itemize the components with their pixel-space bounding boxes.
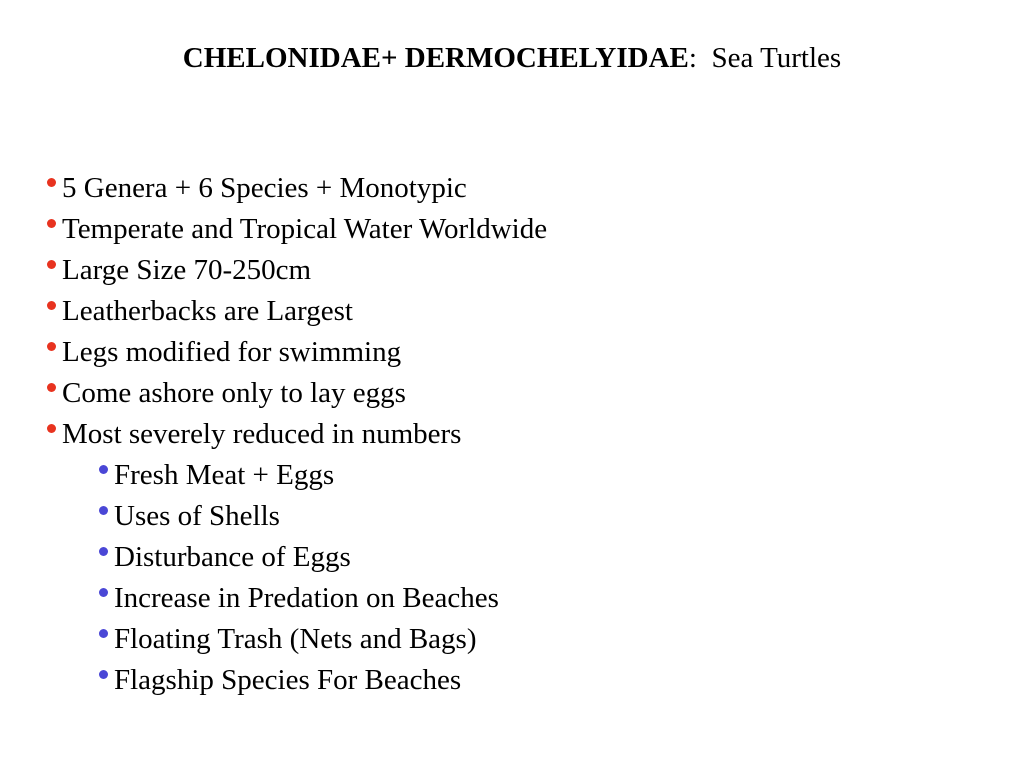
- blue-bullet-icon: [99, 670, 108, 679]
- bullet-item: [44, 414, 547, 455]
- bullet-text: Flagship Species For Beaches: [114, 664, 462, 696]
- bullet-item: [44, 291, 547, 332]
- sub-bullet-item: [44, 660, 547, 701]
- bullet-text: Leatherbacks are Largest: [62, 295, 353, 327]
- red-bullet-icon: [47, 342, 56, 351]
- blue-bullet-icon: [99, 506, 108, 515]
- title-common-name: Sea Turtles: [711, 42, 842, 74]
- bullet-text: Most severely reduced in numbers: [62, 418, 462, 450]
- bullet-text: Legs modified for swimming: [62, 336, 402, 368]
- bullet-list: [44, 168, 547, 701]
- bullet-item: [44, 168, 547, 209]
- bullet-text: Uses of Shells: [114, 500, 280, 532]
- bullet-text: Come ashore only to lay eggs: [62, 377, 406, 409]
- bullet-text: 5 Genera + 6 Species + Monotypic: [62, 172, 467, 204]
- bullet-text: Increase in Predation on Beaches: [114, 582, 499, 614]
- red-bullet-icon: [47, 301, 56, 310]
- bullet-text: Temperate and Tropical Water Worldwide: [62, 213, 548, 245]
- red-bullet-icon: [47, 260, 56, 269]
- bullet-item: [44, 332, 547, 373]
- bullet-item: [44, 209, 547, 250]
- bullet-text: Disturbance of Eggs: [114, 541, 351, 573]
- title-separator: :: [688, 42, 712, 74]
- sub-bullet-item: [44, 537, 547, 578]
- bullet-item: [44, 373, 547, 414]
- sub-bullet-item: [44, 578, 547, 619]
- red-bullet-icon: [47, 383, 56, 392]
- red-bullet-icon: [47, 178, 56, 187]
- sub-bullet-item: [44, 496, 547, 537]
- title-family-names: CHELONIDAE+ DERMOCHELYIDAE: [182, 42, 689, 74]
- bullet-text: Large Size 70-250cm: [62, 254, 312, 286]
- red-bullet-icon: [47, 219, 56, 228]
- blue-bullet-icon: [99, 588, 108, 597]
- slide-title: [0, 38, 1024, 78]
- blue-bullet-icon: [99, 465, 108, 474]
- bullet-text: Fresh Meat + Eggs: [114, 459, 335, 491]
- sub-bullet-item: [44, 619, 547, 660]
- blue-bullet-icon: [99, 547, 108, 556]
- blue-bullet-icon: [99, 629, 108, 638]
- red-bullet-icon: [47, 424, 56, 433]
- bullet-item: [44, 250, 547, 291]
- sub-bullet-item: [44, 455, 547, 496]
- bullet-text: Floating Trash (Nets and Bags): [114, 623, 477, 655]
